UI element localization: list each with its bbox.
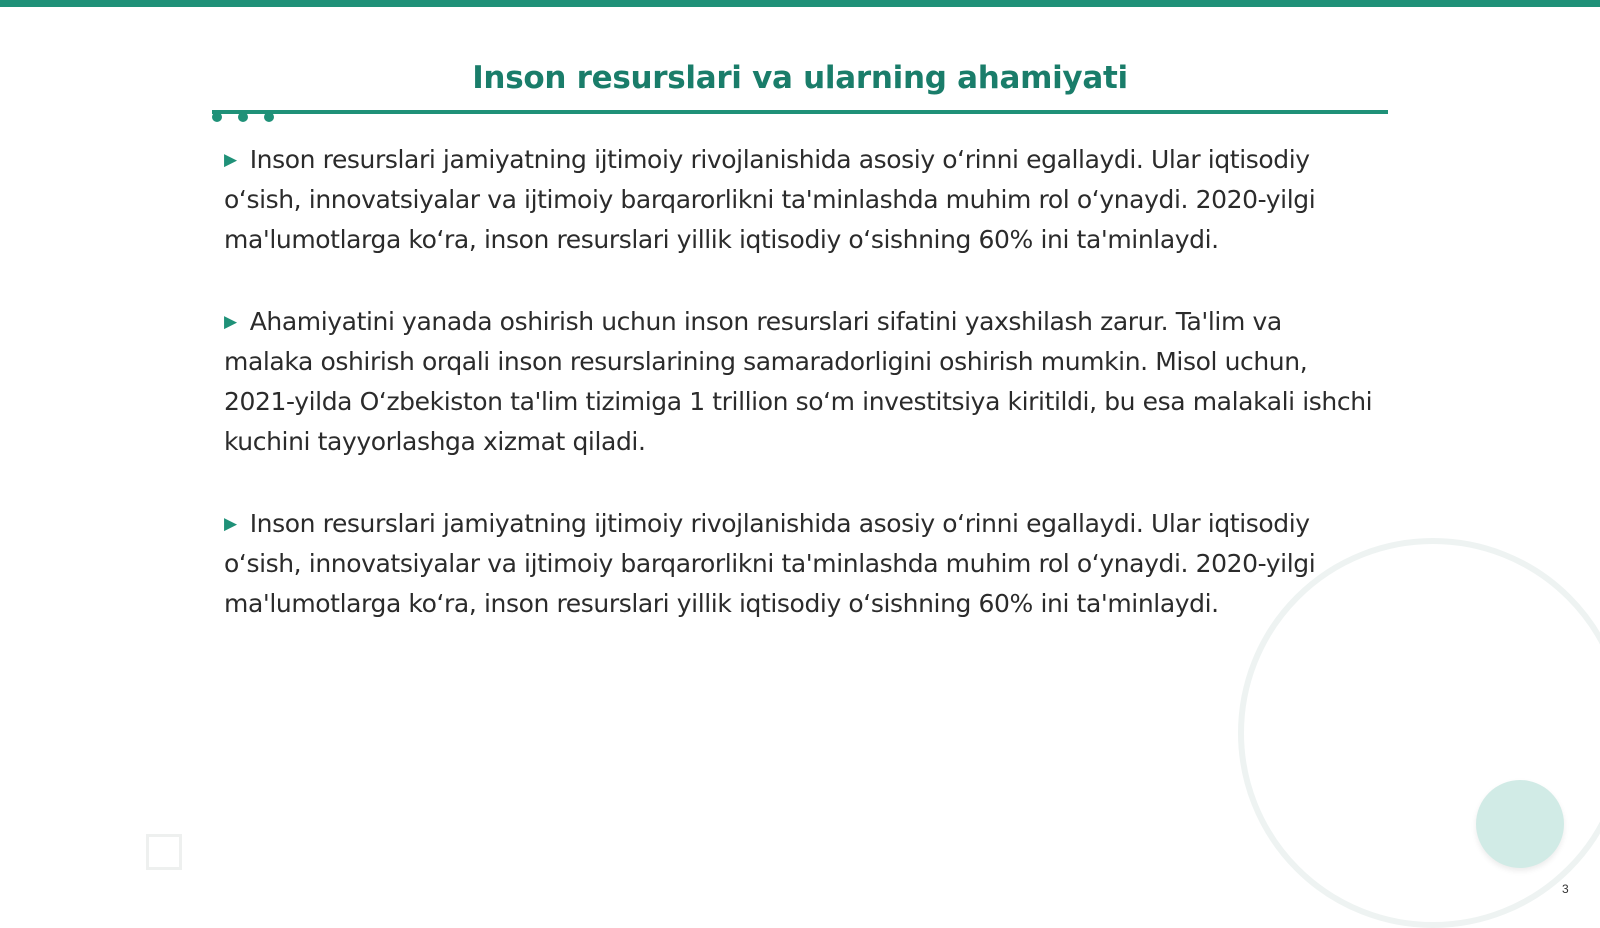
underline-dot — [238, 112, 248, 122]
decorative-circle — [1476, 780, 1564, 868]
bullet-text: Inson resurslari jamiyatning ijtimoiy rivojlanishida asosiy oʻrinni egallaydi. Ular iqtisodiy oʻsish, innovatsiyalar va ijtimoiy barqarorlikni ta'minlashda muhim rol oʻynaydi. 2020-yilgi ma'lumotlarga koʻra, inson resurslari yillik iqtisodiy oʻsishning 60% ini ta'minlaydi. — [224, 145, 1316, 254]
underline-dot — [264, 112, 274, 122]
decorative-square — [146, 834, 182, 870]
triangle-bullet-icon: ▶ — [224, 150, 237, 170]
underline-dot — [212, 112, 222, 122]
slide-title: Inson resurslari va ularning ahamiyati — [472, 60, 1128, 96]
triangle-bullet-icon: ▶ — [224, 312, 237, 332]
bullet-item — [224, 140, 1374, 260]
bullet-item — [224, 302, 1374, 462]
triangle-bullet-icon: ▶ — [224, 514, 237, 534]
title-underline — [212, 110, 1388, 114]
page-number: 3 — [1562, 882, 1569, 896]
bullet-text: Inson resurslari jamiyatning ijtimoiy rivojlanishida asosiy oʻrinni egallaydi. Ular iqtisodiy oʻsish, innovatsiyalar va ijtimoiy barqarorlikni ta'minlashda muhim rol oʻynaydi. 2020-yilgi ma'lumotlarga koʻra, inson resurslari yillik iqtisodiy oʻsishning 60% ini ta'minlaydi. — [224, 509, 1316, 618]
bullet-item — [224, 504, 1374, 624]
bullet-list — [224, 140, 1374, 666]
top-accent-bar — [0, 0, 1600, 7]
bullet-text: Ahamiyatini yanada oshirish uchun inson resurslari sifatini yaxshilash zarur. Ta'lim va malaka oshirish orqali inson resurslarining samaradorligini oshirish mumkin. Misol uchun, 2021-yilda Oʻzbekiston ta'lim tizimiga 1 trillion soʻm investitsiya kiritildi, bu esa malakali ishchi kuchini tayyorlashga xizmat qiladi. — [224, 307, 1373, 456]
